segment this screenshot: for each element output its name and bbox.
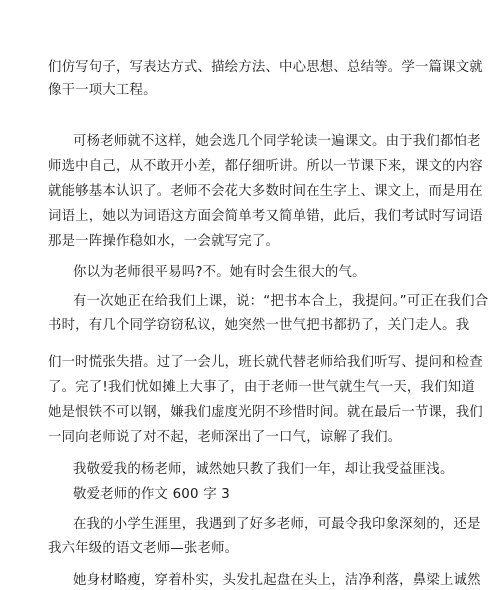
paragraph-line: 们一时慌张失措。过了一会儿，班长就代替老师给我们听写、提问和检查: [48, 355, 483, 370]
paragraph-line: 有一次她正在给我们上课，说：“把书本合上，我提问。”可正在我们合: [73, 294, 489, 309]
paragraph-line: 在我的小学生涯里，我遇到了好多老师，可最令我印象深刻的，还是: [73, 517, 481, 532]
paragraph-line: 你以为老师很平易吗?不。她有时会生很大的气。: [73, 265, 366, 280]
section-heading: 敬爱老师的作文 600 字 3: [73, 487, 230, 502]
paragraph-line: 书时，有几个同学窃窃私议，她突然一世气把书都扔了，关门走人。我: [48, 318, 470, 333]
paragraph-line: 她身材略瘦，穿着朴实，头发扎起盘在头上，洁净利落，鼻梁上诚然: [73, 573, 481, 588]
paragraph-line: 师选中自己，从不敢开小差，都仔细听讲。所以一节课下来，课文的内容: [48, 159, 483, 174]
paragraph-line: 她是恨铁不可以钢，嫌我们虚度光阴不珍惜时间。就在最后一节课，我们: [48, 405, 483, 420]
paragraph-line: 那是一阵操作稳如水，一会就写完了。: [48, 234, 280, 249]
paragraph-line: 词语上，她以为词语这方面会简单考又简单错，此后，我们考试时写词语: [48, 209, 483, 224]
paragraph-line: 们仿写句子，写表达方式、描绘方法、中心思想、总结等。学一篇课文就: [48, 60, 483, 75]
paragraph-line: 我敬爱我的杨老师，诚然她只教了我们一年，却让我受益匪浅。: [73, 462, 454, 477]
paragraph-line: 我六年级的语文老师—张老师。: [48, 541, 239, 556]
paragraph-line: 就能够基本认识了。老师不会花大多数时间在生字上、课文上，而是用在: [48, 184, 483, 199]
paragraph-line: 了。完了!我们忧如摊上大事了，由于老师一世气就生气一天，我们知道: [48, 380, 475, 395]
paragraph-line: 像干一项大工程。: [48, 83, 157, 98]
paragraph-line: 可杨老师就不这样，她会选几个同学轮读一遍课文。由于我们都怕老: [73, 134, 481, 149]
paragraph-line: 一同向老师说了对不起，老师深出了一口气，谅解了我们。: [48, 430, 402, 445]
